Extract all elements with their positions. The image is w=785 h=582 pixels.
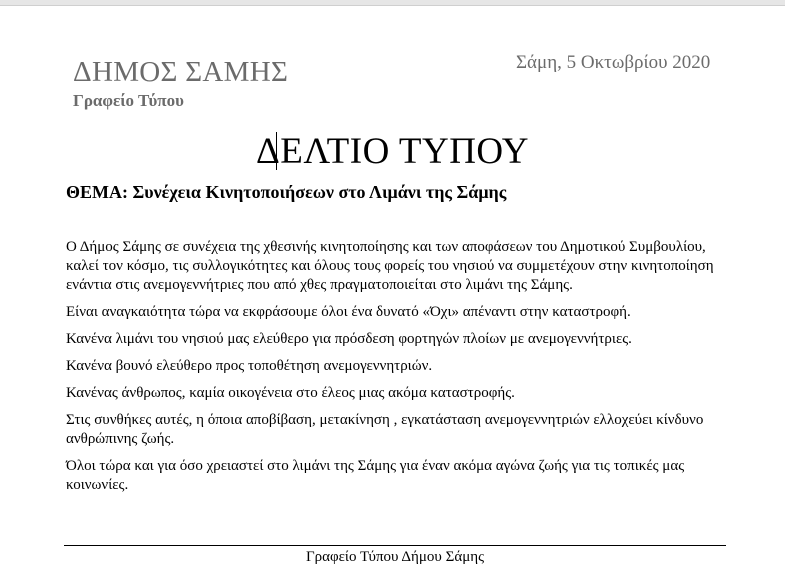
document-title[interactable]: ΔΕΛΤΙΟ ΤΥΠΟΥ bbox=[255, 131, 530, 172]
body-paragraph[interactable]: Είναι αναγκαιότητα τώρα να εκφράσουμε όλοι ένα δυνατό «Όχι» απέναντι στην καταστροφή. bbox=[66, 304, 631, 320]
body-paragraph[interactable]: Κανένα λιμάνι του νησιού μας ελεύθερο για πρόσδεση φορτηγών πλοίων με ανεμογεννήτριες. bbox=[66, 331, 632, 347]
document-date: Σάμη, 5 Οκτωβρίου 2020 bbox=[516, 52, 711, 73]
body-paragraph[interactable]: Όλοι τώρα και για όσο χρειαστεί στο λιμάνι της Σάμης για έναν ακόμα αγώνα ζωής για τις τοπικές μας κοινωνίες. bbox=[66, 458, 685, 493]
office-name: Γραφείο Τύπου bbox=[73, 91, 184, 110]
body-paragraph[interactable]: Ο Δήμος Σάμης σε συνέχεια της χθεσινής κινητοποίησης και των αποφάσεων του Δημοτικού Συμβουλίου, καλεί τον κόσμο, τις συλλογικότητες και όλους τους φορείς του νησιού να συμμετέχουν στην κινητοποίηση ενάντια στις ανεμογεννήτριες που από χθες πραγματοποιείται στο λιμάνι της Σάμης. bbox=[66, 239, 714, 293]
organization-name: ΔΗΜΟΣ ΣΑΜΗΣ bbox=[73, 56, 289, 88]
document-subject[interactable]: ΘΕΜΑ: Συνέχεια Κινητοποιήσεων στο Λιμάνι της Σάμης bbox=[66, 182, 507, 202]
body-paragraph[interactable]: Στις συνθήκες αυτές, η όποια αποβίβαση, μετακίνηση , εγκατάσταση ανεμογεννητριών ελλοχεύει κίνδυνο ανθρώπινης ζωής. bbox=[66, 412, 704, 447]
document-body[interactable] bbox=[66, 238, 731, 503]
page-footer[interactable]: Γραφείο Τύπου Δήμου Σάμης bbox=[305, 549, 485, 565]
body-paragraph[interactable]: Κανένας άνθρωπος, καμία οικογένεια στο έλεος μιας ακόμα καταστροφής. bbox=[66, 385, 515, 401]
window-top-bar bbox=[0, 0, 785, 6]
letterhead bbox=[73, 56, 288, 111]
footer-divider bbox=[64, 545, 726, 546]
body-paragraph[interactable]: Κανένα βουνό ελεύθερο προς τοποθέτηση ανεμογεννητριών. bbox=[66, 358, 433, 374]
